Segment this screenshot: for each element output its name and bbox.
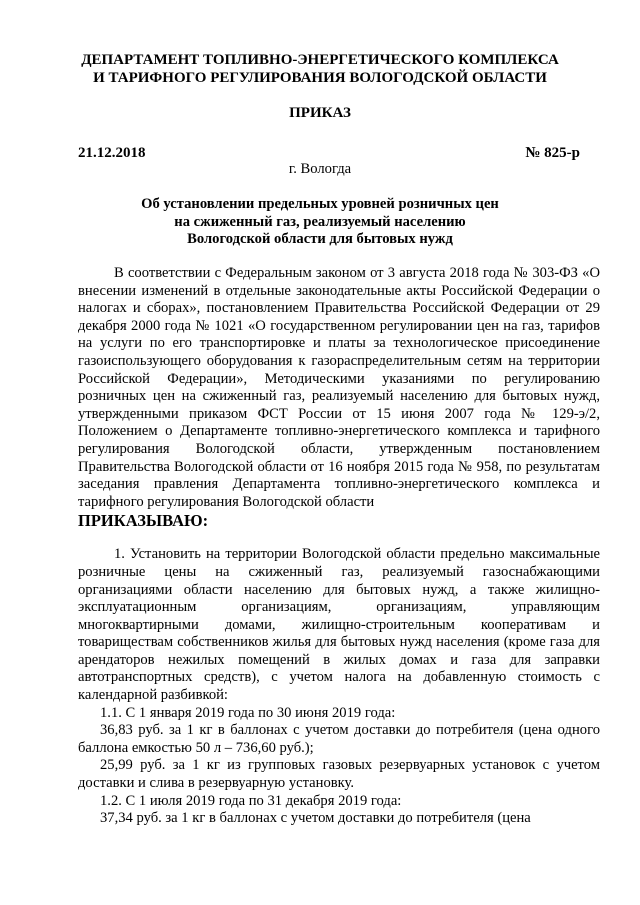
subject-line-3: Вологодской области для бытовых нужд [187, 231, 453, 248]
item-1-1-tank-price: 25,99 руб. за 1 кг из групповых газовых резервуарных установок с учетом доставки и слива в резервуарную установку. [78, 757, 600, 792]
department-line-2: И ТАРИФНОГО РЕГУЛИРОВАНИЯ ВОЛОГОДСКОЙ ОБЛАСТИ [93, 69, 547, 86]
department-line-1: ДЕПАРТАМЕНТ ТОПЛИВНО-ЭНЕРГЕТИЧЕСКОГО КОМПЛЕКСА [81, 52, 559, 68]
item-1-2-cylinder-price: 37,34 руб. за 1 кг в баллонах с учетом доставки до потребителя (цена [100, 810, 531, 827]
document-type: ПРИКАЗ [289, 105, 351, 121]
order-directive: ПРИКАЗЫВАЮ: [78, 511, 209, 531]
subject-line-2: на сжиженный газ, реализуемый населению [174, 213, 466, 230]
order-date: 21.12.2018 [78, 145, 146, 161]
order-city: г. Вологда [288, 161, 352, 177]
item-1-paragraph: 1. Установить на территории Вологодской области предельно максимальные розничные цены на сжиженный газ, реализуемый газоснабжающими организациями области населению для бытовых нужд, а также жилищно-эксплуатационным организациям, организациям, управляющим многоквартирными домами, жилищно-строительным кооперативам и товариществам собственников жилья для бытовых нужд населения (кроме газа для арендаторов нежилых помещений в жилых домах и газа для заправки автотранспортных средств), с учетом налога на добавленную стоимость с календарной разбивкой: [78, 546, 600, 704]
order-number: № 825-р [525, 145, 580, 161]
document-body [78, 265, 600, 828]
department-name [60, 52, 580, 87]
preamble-paragraph: В соответствии с Федеральным законом от 3 августа 2018 года № 303-ФЗ «О внесении изменений в отдельные законодательные акты Российской Федерации о налогах и сборах», постановлением Правительства Российской Федерации от 29 декабря 2000 года № 1021 «О государственном регулировании цен на газ, тарифов на услуги по его транспортировке и платы за технологическое присоединение газоиспользующего оборудования к газораспределительным сетям на территории Российской Федерации», Методическими указаниями по регулированию розничных цен на сжиженный газ, реализуемый населению для бытовых нужд, утвержденными приказом ФСТ России от 15 июня 2007 года № 129-э/2, Положением о Департаменте топливно-энергетического комплекса и тарифного регулирования Вологодской области, утвержденным постановлением Правительства Вологодской области от 16 ноября 2015 года № 958, по результатам заседания правления Департамента топливно-энергетического комплекса и тарифного регулирования Вологодской области [78, 265, 600, 510]
item-1-1-heading: 1.1. С 1 января 2019 года по 30 июня 2019 года: [100, 704, 396, 721]
subject-line-1: Об установлении предельных уровней розничных цен [141, 196, 499, 212]
order-subject [60, 196, 580, 249]
item-1-1-cylinder-price: 36,83 руб. за 1 кг в баллонах с учетом доставки до потребителя (цена одного баллона емкостью 50 л – 736,60 руб.); [78, 722, 600, 756]
item-1-2-heading: 1.2. С 1 июля 2019 года по 31 декабря 2019 года: [100, 792, 402, 809]
